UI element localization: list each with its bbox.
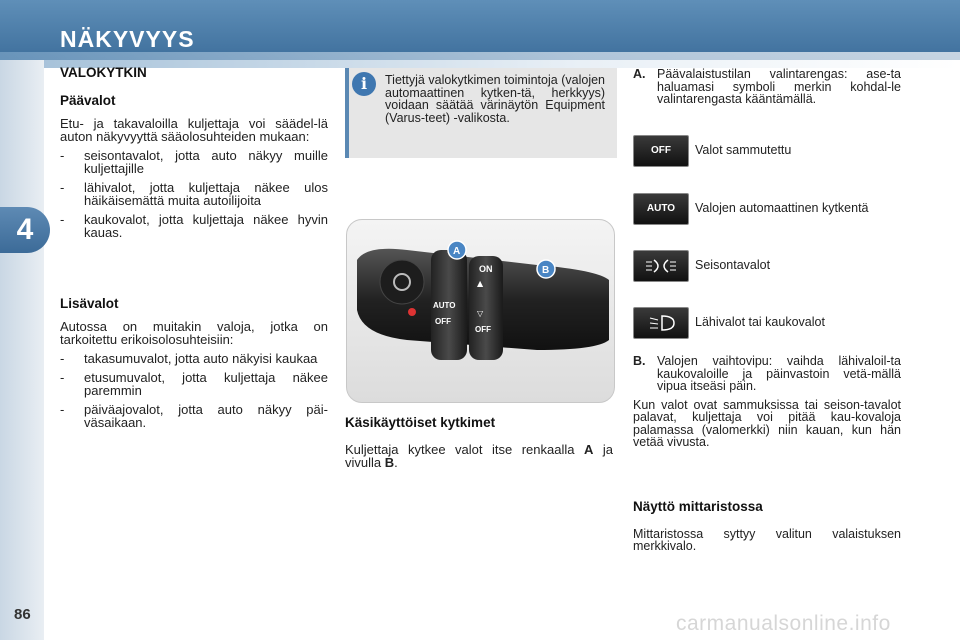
display-text: Mittaristossa syttyy valitun valaistuksen merkkivalo. xyxy=(633,526,901,553)
right-column-c xyxy=(633,501,901,559)
key-b: B xyxy=(384,455,395,470)
list-item: - takasumuvalot, jotta auto näkyisi kaukaa xyxy=(60,352,328,365)
list-item: - seisontavalot, jotta auto näkyy muille kuljettajille xyxy=(60,149,328,175)
manual-switches-text xyxy=(345,443,613,469)
lisavalot-list xyxy=(60,352,328,429)
list-item: - lähivalot, jotta kuljettaja näkee ulos häikäisemättä muita autoilijoita xyxy=(60,181,328,207)
item-b-label: B. xyxy=(633,354,646,368)
info-text: Tiettyjä valokytkimen toimintoja (valojen automaattinen kytken-tä, herkkyys) voidaan säätää värinäytön Equipment (Varus-teet) -valikosta. xyxy=(385,73,605,125)
list-item: - kaukovalot, jotta kuljettaja näkee hyvin kauas. xyxy=(60,213,328,239)
lisavalot-title: Lisävalot xyxy=(60,296,119,311)
light-switch-figure xyxy=(346,219,615,403)
symbol-label: Valot sammutettu xyxy=(695,143,792,157)
middle-column xyxy=(345,416,613,475)
lisavalot-intro: Autossa on muitakin valoja, jotka on tarkoitettu erikoisolosuhteisiin: xyxy=(60,319,328,347)
item-b-text: Valojen vaihtovipu: vaihda lähivaloil-ta kaukovaloille ja päinvastoin vetä-mällä vipua itseäsi päin. xyxy=(657,354,901,393)
right-column-b xyxy=(633,355,901,455)
symbol-row-off xyxy=(633,135,913,165)
left-column xyxy=(60,66,328,435)
side-lights-glyph xyxy=(634,251,688,281)
info-icon: i xyxy=(352,72,376,96)
paavalot-intro: Etu- ja takavaloilla kuljettaja voi säädel-lä auton näkyvyyttä sääolosuhteiden mukaan: xyxy=(60,116,328,144)
text-before: Kuljettaja kytkee valot itse renkaalla xyxy=(345,442,584,457)
text-end: . xyxy=(394,455,398,470)
symbol-label: Valojen automaattinen kytkentä xyxy=(695,201,869,215)
symbol-row-side-lights xyxy=(633,250,913,280)
paavalot-title: Päävalot xyxy=(60,93,116,108)
list-item: - päiväajovalot, jotta auto näkyy päi-väsaikaan. xyxy=(60,403,328,429)
item-b xyxy=(633,355,901,393)
item-a-text: Päävalaistustilan valintarengas: ase-ta haluamasi symboli merkin kohdal-le valintarengasta kääntämällä. xyxy=(657,67,901,106)
side-lights-icon xyxy=(633,250,689,282)
off-icon: OFF xyxy=(633,135,689,167)
symbol-label: Lähivalot tai kaukovalot xyxy=(695,315,825,329)
auto-icon: AUTO xyxy=(633,193,689,225)
ring-label-on: ON xyxy=(479,264,493,274)
page-title: NÄKYVYYS xyxy=(60,26,195,52)
ring-label-off: OFF xyxy=(435,317,451,326)
paavalot-list xyxy=(60,149,328,239)
item-a-label: A. xyxy=(633,67,646,81)
light-switch-illustration xyxy=(347,220,614,402)
left-margin-bar xyxy=(0,60,44,640)
display-title: Näyttö mittaristossa xyxy=(633,499,763,514)
symbol-row-auto xyxy=(633,193,913,223)
list-item: - etusumuvalot, jotta kuljettaja näkee paremmin xyxy=(60,371,328,397)
label-a: A xyxy=(453,246,461,257)
ring-label-off-2: OFF xyxy=(475,325,491,334)
text-mid: ja vivulla xyxy=(345,442,613,470)
stalk-end-cap xyxy=(380,260,424,304)
key-a: A xyxy=(583,442,594,457)
chapter-tab: 4 xyxy=(0,207,50,253)
symbol-label: Seisontavalot xyxy=(695,258,771,272)
symbol-row-headlamp xyxy=(633,307,913,337)
ring-label-auto: AUTO xyxy=(433,301,456,310)
right-column xyxy=(633,68,901,106)
item-a xyxy=(633,68,901,106)
watermark: carmanualsonline.info xyxy=(676,612,891,635)
indicator-dot xyxy=(408,308,416,316)
arrow-down-icon: ▽ xyxy=(477,309,484,318)
headlamp-glyph xyxy=(634,308,688,338)
section-title: VALOKYTKIN xyxy=(60,65,147,80)
page-number: 86 xyxy=(14,606,31,623)
arrow-up-icon: ▲ xyxy=(477,279,484,288)
manual-switches-title: Käsikäyttöiset kytkimet xyxy=(345,415,496,430)
label-b: B xyxy=(542,265,550,276)
headlamp-icon xyxy=(633,307,689,339)
high-beam-paragraph: Kun valot ovat sammuksissa tai seison-tavalot palavat, kuljettaja voi pitää kau-kovaloja palamassa (valomerkki) niin kauan, kun hän vetää vivusta. xyxy=(633,397,901,449)
